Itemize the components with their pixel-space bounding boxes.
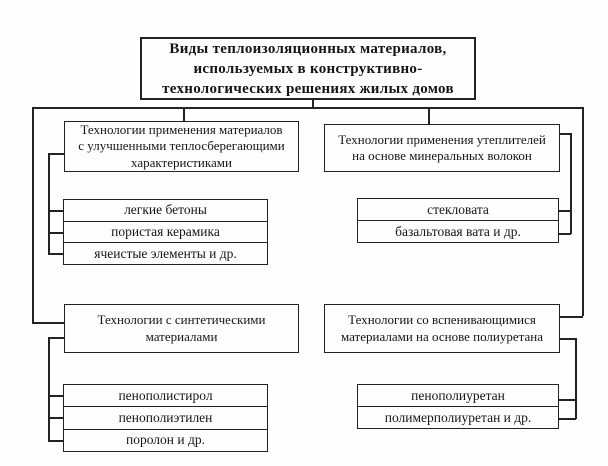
connector-stub-left-header — [183, 107, 185, 121]
leaf-item: пенополиэтилен — [64, 407, 267, 429]
branch-header-line: характеристиками — [131, 154, 232, 170]
connector-bracket-stub — [48, 153, 64, 155]
connector-rail — [32, 107, 583, 109]
leaf-group-materials-improved — [63, 199, 268, 265]
connector-bracket-stub — [48, 417, 63, 419]
branch-header-line: на основе минеральных волокон — [352, 148, 532, 163]
connector-bracket-stub — [559, 133, 571, 135]
connector-bracket-stub — [559, 233, 571, 235]
connector-bracket-stub — [48, 337, 64, 339]
root-title-line: технологических решениях жилых домов — [162, 80, 454, 97]
connector-bracket-stub — [48, 253, 63, 255]
branch-header-synthetic — [64, 304, 299, 353]
leaf-group-foaming-polyurethane — [357, 384, 559, 429]
leaf-group-synthetic — [63, 384, 268, 452]
connector-bracket-left-top — [48, 153, 50, 254]
leaf-item: пористая керамика — [64, 222, 267, 244]
connector-far-left-drop — [32, 107, 34, 322]
connector-bracket-stub — [560, 338, 576, 340]
leaf-item: полимерполиуретан и др. — [384, 409, 532, 425]
connector-far-right-drop — [582, 107, 584, 316]
branch-header-line: с улучшенными теплосберегающими — [78, 138, 285, 154]
leaf-item: пенополиуретан — [358, 385, 558, 407]
root-box — [140, 37, 476, 100]
root-title-line: используемых в конструктивно- — [193, 60, 423, 77]
connector-bracket-stub — [559, 418, 576, 420]
connector-stub-right-header — [428, 107, 430, 124]
leaf-item: пенополистирол — [64, 385, 267, 407]
branch-header-mineral-fiber — [324, 124, 560, 172]
connector-far-left-elbow — [32, 322, 64, 324]
branch-header-line: Технологии применения утеплителей — [338, 131, 546, 147]
connector-bracket-stub — [48, 210, 63, 212]
connector-bracket-right-bottom — [575, 338, 577, 419]
connector-bracket-left-bottom — [48, 337, 50, 441]
connector-bracket-stub — [559, 210, 571, 212]
connector-bracket-stub — [559, 399, 576, 401]
connector-bracket-stub — [48, 395, 63, 397]
connector-far-right-elbow — [560, 316, 583, 318]
connector-bracket-right-top — [570, 133, 572, 234]
connector-bracket-stub — [48, 440, 63, 442]
branch-header-line: Технологии со вспенивающимися — [348, 312, 536, 327]
branch-header-line: материалами — [145, 328, 218, 344]
branch-header-line: материалами на основе полиуретана — [340, 328, 543, 344]
branch-header-line: Технологии с синтетическими — [97, 312, 266, 327]
leaf-item: поролон и др. — [126, 432, 205, 448]
connector-root-stem — [312, 99, 314, 107]
leaf-item: стекловата — [358, 199, 558, 221]
leaf-item: ячеистые элементы и др. — [94, 245, 237, 261]
branch-header-materials-improved — [64, 121, 299, 172]
branch-header-foaming-polyurethane — [324, 304, 560, 353]
branch-header-line: Технологии применения материалов — [80, 121, 283, 137]
leaf-item: легкие бетоны — [64, 200, 267, 222]
leaf-item: базальтовая вата и др. — [395, 223, 521, 239]
connector-bracket-stub — [48, 232, 63, 234]
leaf-group-mineral-fiber — [357, 198, 559, 243]
root-title-line: Виды теплоизоляционных материалов, — [169, 40, 447, 57]
